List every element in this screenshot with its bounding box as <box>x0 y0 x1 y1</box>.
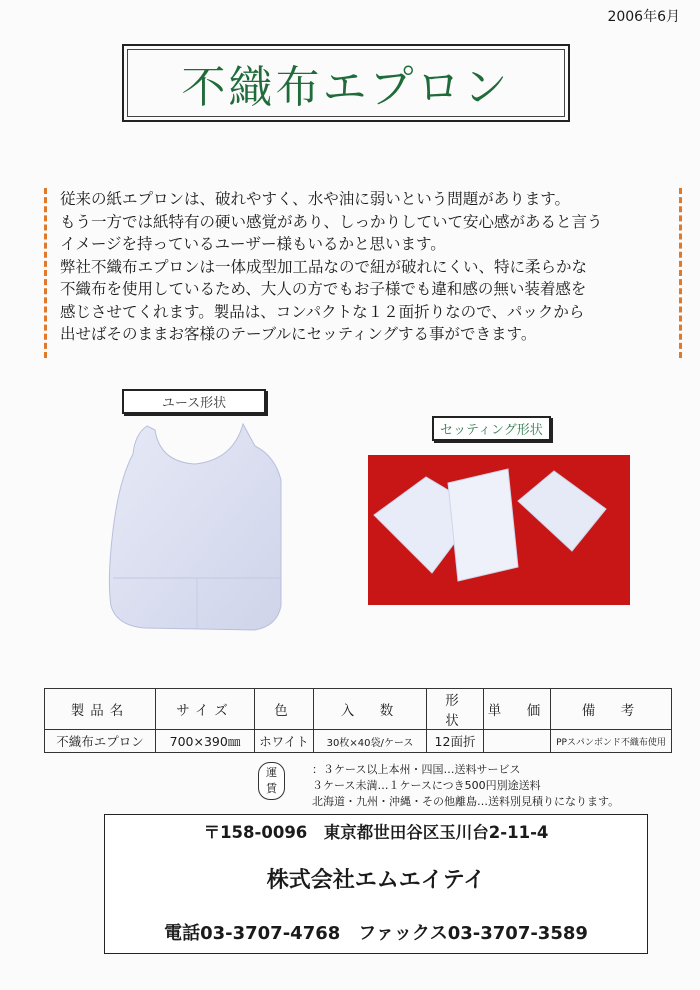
company-phone-fax: 電話03-3707-4768 ファックス03-3707-3589 <box>164 923 588 944</box>
intro-section <box>30 188 682 358</box>
contact-box <box>104 814 648 954</box>
header-color: 色 <box>255 689 314 730</box>
document-title: 不織布エプロン <box>181 62 511 113</box>
title-box <box>122 44 570 122</box>
intro-line: 出せばそのままお客様のテーブルにセッティングする事ができます。 <box>60 325 537 343</box>
cell-product: 不織布エプロン <box>45 730 156 753</box>
setting-shape-label: セッティング形状 <box>432 416 551 441</box>
right-dashed-rule <box>679 188 682 358</box>
cell-quantity: 30枚×40袋/ケース <box>314 730 427 753</box>
header-product: 製品名 <box>45 689 156 730</box>
cell-shape: 12面折 <box>427 730 484 753</box>
setting-photo <box>368 455 630 605</box>
intro-line: 従来の紙エプロンは、破れやすく、水や油に弱いという問題があります。 <box>60 190 570 208</box>
intro-line: 弊社不織布エプロンは一体成型加工品なので紐が破れにくい、特に柔らかな <box>60 257 588 276</box>
cell-color: ホワイト <box>255 730 314 753</box>
header-shape: 形 状 <box>427 689 484 730</box>
youth-shape-label: ユース形状 <box>122 389 266 414</box>
shipping-line: ：３ケース以上本州・四国…送料サービス <box>312 763 521 776</box>
folded-aprons-image <box>368 455 630 605</box>
apron-image <box>105 420 285 634</box>
header-price: 単 価 <box>484 689 551 730</box>
company-name: 株式会社エムエイテイ <box>266 868 486 893</box>
cell-notes: PPスパンボンド不織布使用 <box>551 730 672 753</box>
spec-table <box>44 688 672 753</box>
cell-size: 700×390㎜ <box>156 730 255 753</box>
table-row <box>45 730 672 753</box>
shipping-line: 北海道・九州・沖縄・その他離島…送料別見積りになります。 <box>312 795 620 808</box>
document-date: 2006年6月 <box>607 9 680 25</box>
header-size: サイズ <box>156 689 255 730</box>
shipping-line: ３ケース未満…１ケースにつき500円別途送料 <box>312 779 541 792</box>
header-notes: 備 考 <box>551 689 672 730</box>
table-header-row <box>45 689 672 730</box>
intro-line: もう一方では紙特有の硬い感覚があり、しっかりしていて安心感があると言う <box>60 212 603 231</box>
intro-line: 感じさせてくれます。製品は、コンパクトな１２面折りなので、パックから <box>60 302 585 321</box>
intro-line: 不織布を使用しているため、大人の方でもお子様でも違和感の無い装着感を <box>60 280 587 298</box>
header-quantity: 入 数 <box>314 689 427 730</box>
intro-text <box>60 188 670 346</box>
left-dashed-rule <box>44 188 47 358</box>
company-address: 〒158-0096 東京都世田谷区玉川台2-11-4 <box>203 823 549 842</box>
intro-line: イメージを持っているユーザー様もいるかと思います。 <box>60 235 446 253</box>
cell-price <box>484 730 551 753</box>
shipping-label: 運賃 <box>258 762 285 800</box>
